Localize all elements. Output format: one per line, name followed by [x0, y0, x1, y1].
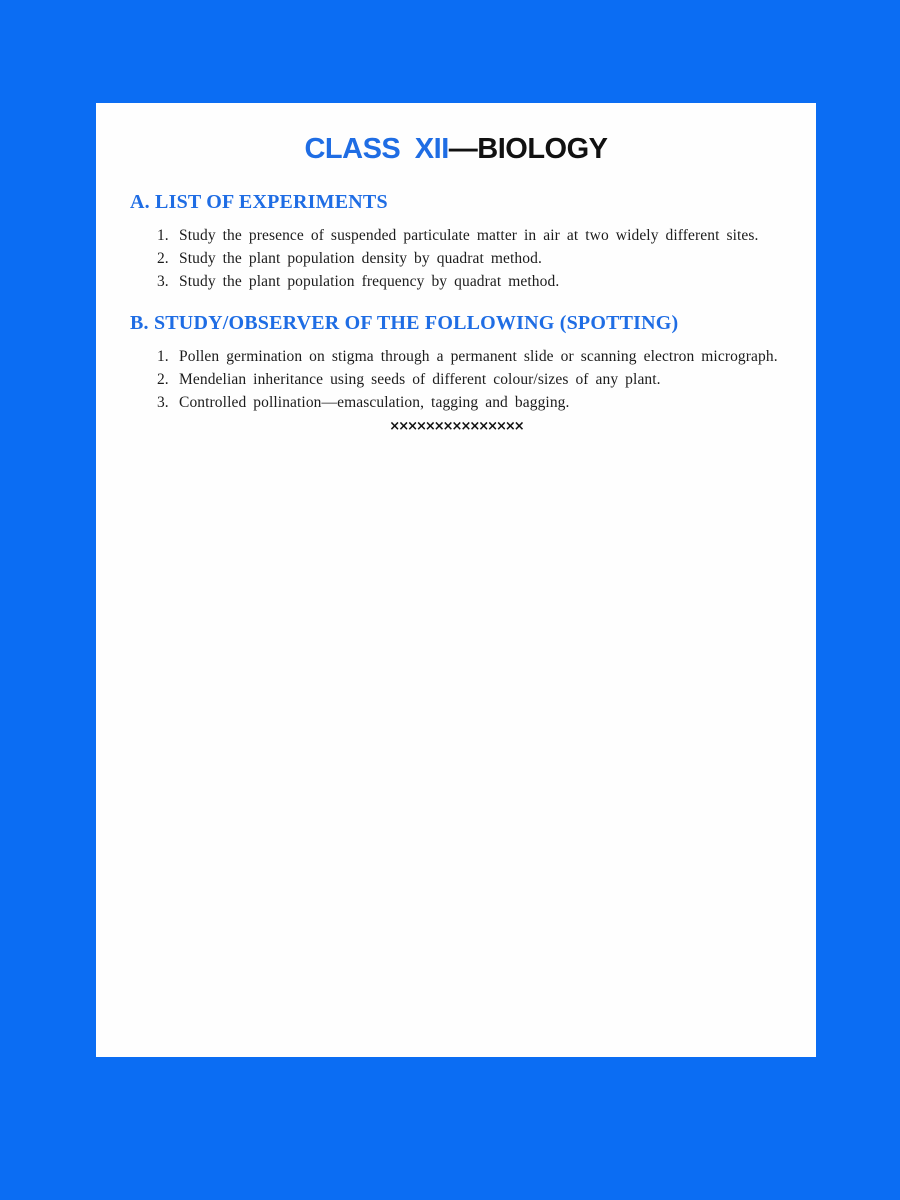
section-a-heading: A. LIST OF EXPERIMENTS: [130, 191, 388, 213]
list-item-number: 3.: [157, 394, 169, 411]
section-study-spotting: [130, 312, 816, 414]
list-item-text: Study the plant population frequency by quadrat method.: [179, 273, 560, 290]
section-a-items: [130, 224, 816, 293]
end-of-document-divider: ×××××××××××××××: [389, 419, 523, 434]
list-item: [130, 247, 816, 270]
list-item-text: Controlled pollination—emasculation, tagging and bagging.: [179, 394, 570, 411]
document-page: [96, 103, 816, 1057]
list-item-number: 2.: [157, 371, 169, 388]
page-title-subject: —BIOLOGY: [448, 133, 608, 165]
list-item-number: 1.: [157, 348, 169, 365]
section-b-heading: B. STUDY/OBSERVER OF THE FOLLOWING (SPOTTING): [130, 312, 679, 334]
list-item: [130, 368, 816, 391]
list-item-text: Study the plant population density by quadrat method.: [179, 250, 542, 267]
list-item: [130, 391, 816, 414]
list-item-number: 3.: [157, 273, 169, 290]
list-item-text: Pollen germination on stigma through a permanent slide or scanning electron micrograph.: [179, 348, 778, 365]
page-title: [96, 133, 816, 166]
section-b-items: [130, 345, 816, 414]
list-item: [130, 345, 816, 368]
list-item: [130, 270, 816, 293]
list-item-text: Mendelian inheritance using seeds of different colour/sizes of any plant.: [179, 371, 661, 388]
page-title-class: CLASS XII: [304, 133, 449, 165]
list-item: [130, 224, 816, 247]
list-item-text: Study the presence of suspended particulate matter in air at two widely different sites.: [179, 227, 759, 244]
section-list-of-experiments: [130, 191, 816, 293]
list-item-number: 2.: [157, 250, 169, 267]
list-item-number: 1.: [157, 227, 169, 244]
